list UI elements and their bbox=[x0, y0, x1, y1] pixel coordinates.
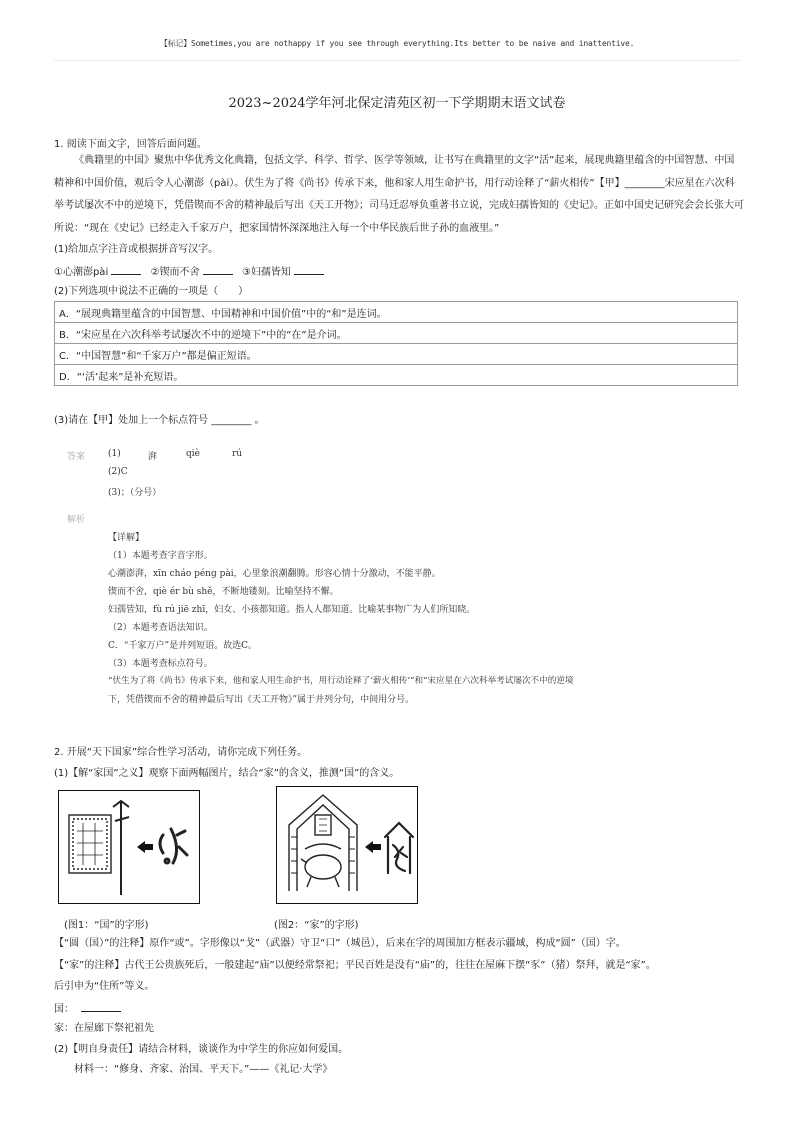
fill-blank-2[interactable] bbox=[203, 264, 233, 275]
analysis-line: （3）本题考查标点符号。 bbox=[108, 659, 213, 669]
figure-2-caption: (图2：“家”的字形) bbox=[274, 920, 359, 931]
page-title: 2023~2024学年河北保定清苑区初一下学期期末语文试卷 bbox=[228, 96, 566, 111]
fill-item-3: ③妇孺皆知 bbox=[241, 267, 291, 278]
q1-sub2: (2)下列选项中说法不正确的一项是（ ） bbox=[54, 286, 249, 297]
q1-heading: 1. 阅读下面文字，回答后面问题。 bbox=[54, 139, 207, 150]
analysis-line: 【详解】 bbox=[108, 533, 145, 543]
note-jia-2: 后引申为“住所”等义。 bbox=[54, 981, 155, 992]
answer-1-2: qiè bbox=[186, 449, 200, 459]
fill-item-2: ②锲而不舍 bbox=[150, 267, 200, 278]
options-table bbox=[54, 301, 738, 386]
figure-1-caption: (图1：“国”的字形) bbox=[64, 920, 149, 931]
q1-passage: 《典籍里的中国》聚焦中华优秀文化典籍，包括文学、科学、哲学、医学等领域，让书写在典籍里的文字“活”起来，展现典籍里蕴含的中国智慧、中国精神和中国价值，观后令人心潮澎（pài）。伏生为了将《尚书》传承下来，他和家人用生命护书，用行动诠释了“薪火相传”【甲】________宋应星在六次科举考试屡次不中的逆境下，凭借锲而不舍的精神最后写出《天工开物》；司马迁忍辱负重著书立说，完成妇孺皆知的《史记》。正如中国史记研究会会长张大可所说：“现在《史记》已经走入千家万户，把家国情怀深深地注入每一个中华民族后世子孙的血液里。” bbox=[54, 155, 744, 234]
answer-label: 答案 bbox=[67, 452, 86, 462]
header-note: 【标记】Sometimes,you are nothappy if you see through everything.Its better to be naive and inattentive. bbox=[159, 39, 635, 48]
guo-answer-blank[interactable] bbox=[81, 1001, 121, 1012]
option-c[interactable]: C．“中国智慧”和“千家万户”都是偏正短语。 bbox=[55, 344, 738, 365]
analysis-line: 下，凭借锲而不舍的精神最后写出《天工开物》”属于并列分句，中间用分号。 bbox=[108, 695, 415, 705]
q1-sub1: (1)给加点字注音或根据拼音写汉字。 bbox=[54, 244, 219, 255]
analysis-line: 心潮澎湃，xīn cháo péng pài，心里象浪潮翻腾。形容心情十分激动，不能平静。 bbox=[108, 569, 441, 579]
note-guo: 【“圆（国）”的注释】原作“或”。字形像以“戈”（武器）守卫“口”（城邑），后来在字的周围加方框表示疆域，构成“圆”（国）字。 bbox=[54, 938, 626, 949]
answer-3: (3)；（分号） bbox=[108, 488, 162, 498]
q1-fill-row bbox=[54, 264, 324, 280]
fill-blank-3[interactable] bbox=[294, 264, 324, 275]
material-1: 材料一：“修身、齐家、治国、平天下。”——《礼记·大学》 bbox=[74, 1064, 333, 1075]
analysis-label: 解析 bbox=[67, 515, 86, 525]
figure-jia-glyph bbox=[276, 786, 418, 904]
analysis-line: （1）本题考查字音字形。 bbox=[108, 551, 213, 561]
q2-heading: 2. 开展“天下国家”综合性学习活动，请你完成下列任务。 bbox=[54, 747, 308, 758]
option-a[interactable]: A．“展现典籍里蕴含的中国智慧、中国精神和中国价值”中的“和”是连词。 bbox=[55, 302, 738, 323]
analysis-line: “伏生为了将《尚书》传承下来，他和家人用生命护书，用行动诠释了‘薪火相传’”和“宋应星在六次科举考试屡次不中的逆境 bbox=[108, 676, 574, 686]
guo-label: 国： bbox=[54, 1004, 74, 1015]
option-d[interactable]: D．“‘活’起来”是补充短语。 bbox=[55, 365, 738, 386]
guo-glyph-illustration bbox=[59, 791, 199, 903]
q2-sub1: (1)【解“家国”之义】观察下面两幅图片，结合“家”的含义，推测“国”的含义。 bbox=[54, 768, 400, 779]
analysis-line: 锲而不舍，qiè ér bù shě，不断地镂刻。比喻坚持不懈。 bbox=[108, 587, 339, 597]
q1-sub3: (3)请在【甲】处加上一个标点符号 ________ 。 bbox=[54, 415, 265, 426]
figure-guo-glyph bbox=[58, 790, 200, 904]
answer-1-index: (1) bbox=[108, 449, 121, 459]
jia-line: 家：在屋廊下祭祀祖先 bbox=[54, 1023, 154, 1034]
analysis-line: C．“千家万户”是并列短语。故选C。 bbox=[108, 641, 257, 651]
fill-item-1: ①心潮澎pài bbox=[54, 267, 109, 278]
fill-blank-1[interactable] bbox=[111, 264, 141, 275]
jia-glyph-illustration bbox=[277, 787, 417, 903]
guo-answer-row bbox=[54, 1001, 121, 1017]
answer-2: (2)C bbox=[108, 467, 128, 477]
answer-1-1: 湃 bbox=[148, 452, 158, 462]
answer-1-3: rú bbox=[232, 449, 243, 459]
q2-sub2: (2)【明自身责任】请结合材料，谈谈作为中学生的你应如何爱国。 bbox=[54, 1044, 349, 1055]
header-divider bbox=[54, 60, 740, 61]
analysis-line: 妇孺皆知，fù rú jiē zhī，妇女、小孩都知道。指人人都知道。比喻某事物广为人们所知晓。 bbox=[108, 605, 476, 615]
option-b[interactable]: B．“宋应星在六次科举考试屡次不中的逆境下”中的“在”是介词。 bbox=[55, 323, 738, 344]
analysis-line: （2）本题考查语法知识。 bbox=[108, 623, 213, 633]
note-jia-1: 【“家”的注释】古代王公贵族死后，一般建起“庙”以便经常祭祀；平民百姓是没有“庙”的，往往在屋麻下摆“豕”（猪）祭拜，就是“家”。 bbox=[54, 960, 656, 971]
